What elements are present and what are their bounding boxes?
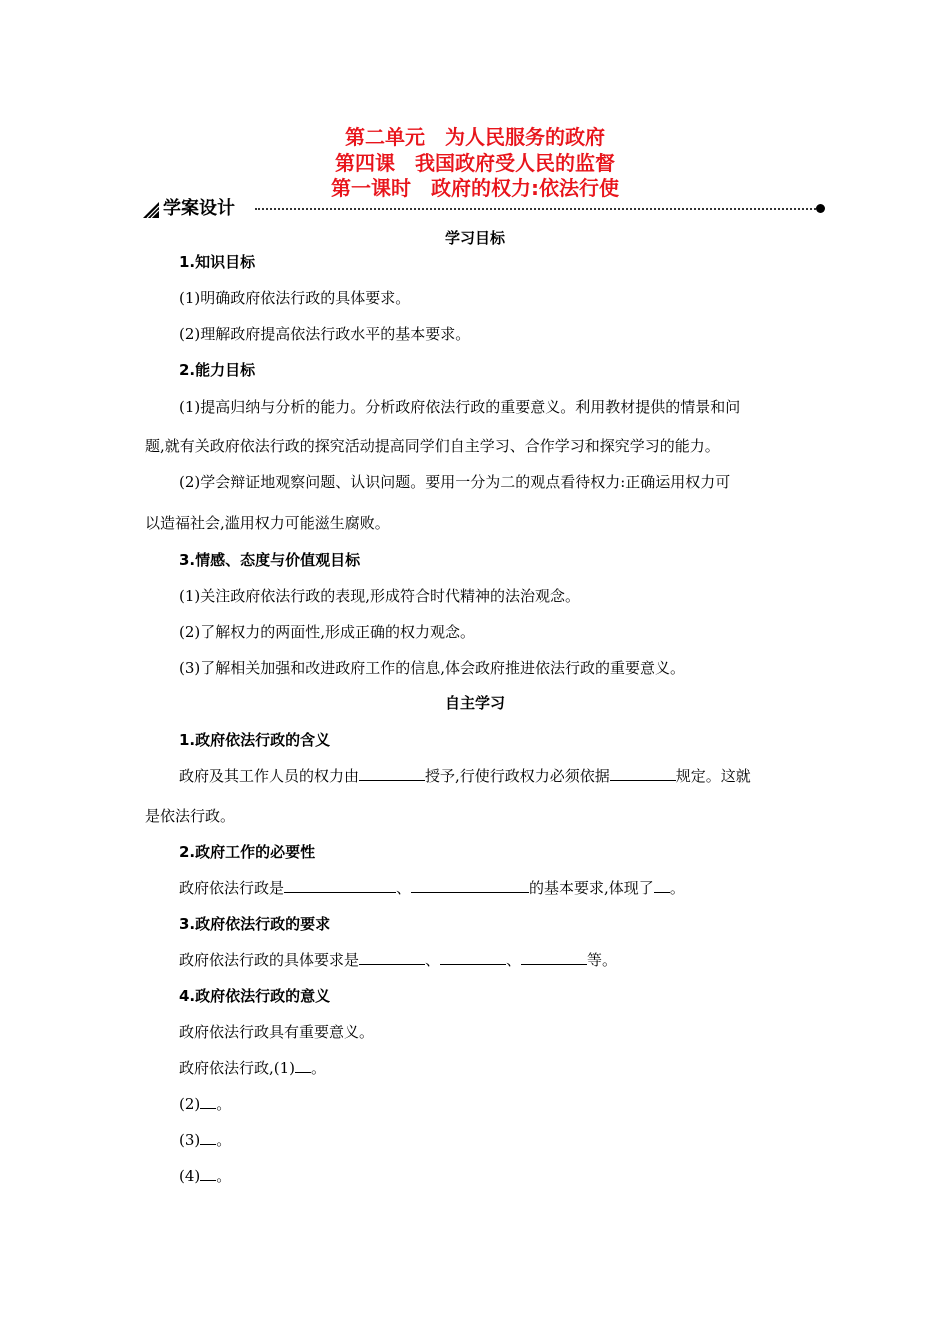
s1-text-1: 政府及其工作人员的权力由	[179, 767, 360, 785]
unit-title: 第二单元 为人民服务的政府	[345, 125, 605, 149]
s4-line-2	[179, 1094, 231, 1114]
blank-field[interactable]	[359, 950, 425, 965]
triangle-icon	[143, 202, 159, 218]
knowledge-item-1: (1)明确政府依法行政的具体要求。	[179, 289, 411, 307]
s4-text-1: 政府依法行政具有重要意义。	[179, 1023, 375, 1041]
blank-field[interactable]	[200, 1094, 216, 1109]
s4-end: 。	[216, 1131, 232, 1149]
s4-line-1	[179, 1058, 326, 1078]
s1-text-3: 规定。这就	[675, 767, 751, 785]
s3-text-4: 等。	[587, 951, 618, 969]
period-title: 第一课时 政府的权力:依法行使	[331, 176, 619, 200]
banner-rule	[255, 208, 820, 210]
banner-label: 学案设计	[163, 198, 235, 219]
s4-text-2: 政府依法行政,(1)	[179, 1059, 296, 1077]
s2-text-2: 、	[396, 879, 412, 897]
values-item-2: (2)了解权力的两面性,形成正确的权力观念。	[179, 623, 476, 641]
self-study-heading: 自主学习	[444, 694, 505, 712]
s4-line-4	[179, 1166, 231, 1186]
blank-field[interactable]	[411, 878, 529, 893]
s4-end: 。	[311, 1059, 327, 1077]
ability-item-2-line-1: (2)学会辩证地观察问题、认识问题。要用一分为二的观点看待权力:正确运用权力可	[179, 473, 731, 491]
blank-field[interactable]	[654, 878, 670, 893]
section-banner	[143, 198, 825, 220]
s4-heading: 4.政府依法行政的意义	[179, 987, 331, 1005]
s1-text-2: 授予,行使行政权力必须依据	[425, 767, 610, 785]
blank-field[interactable]	[200, 1166, 216, 1181]
s4-num-2: (2)	[179, 1095, 201, 1113]
s2-heading: 2.政府工作的必要性	[179, 843, 316, 861]
objectives-heading: 学习目标	[444, 229, 505, 247]
blank-field[interactable]	[440, 950, 506, 965]
s3-text-3: 、	[506, 951, 522, 969]
blank-field[interactable]	[359, 766, 425, 781]
ability-item-1-line-1: (1)提高归纳与分析的能力。分析政府依法行政的重要意义。利用教材提供的情景和问	[179, 398, 741, 416]
s4-num-4: (4)	[179, 1167, 201, 1185]
values-item-3: (3)了解相关加强和改进政府工作的信息,体会政府推进依法行政的重要意义。	[179, 659, 686, 677]
s1-heading: 1.政府依法行政的含义	[179, 731, 331, 749]
s1-text-4: 是依法行政。	[145, 807, 236, 825]
blank-field[interactable]	[521, 950, 587, 965]
s3-heading: 3.政府依法行政的要求	[179, 915, 331, 933]
s4-end: 。	[216, 1095, 232, 1113]
s3-text-2: 、	[425, 951, 441, 969]
blank-field[interactable]	[200, 1130, 216, 1145]
ability-heading: 2.能力目标	[179, 361, 256, 379]
blank-field[interactable]	[284, 878, 396, 893]
s3-text-1: 政府依法行政的具体要求是	[179, 951, 360, 969]
lesson-title: 第四课 我国政府受人民的监督	[335, 151, 615, 175]
ability-item-1-line-2: 题,就有关政府依法行政的探究活动提高同学们自主学习、合作学习和探究学习的能力。	[145, 437, 720, 455]
s4-num-3: (3)	[179, 1131, 201, 1149]
s2-text-3: 的基本要求,体现了	[529, 879, 654, 897]
banner-dot	[816, 204, 825, 213]
blank-field[interactable]	[295, 1058, 311, 1073]
s2-text-4: 。	[669, 879, 685, 897]
knowledge-heading: 1.知识目标	[179, 253, 256, 271]
s4-line-3	[179, 1130, 231, 1150]
knowledge-item-2: (2)理解政府提高依法行政水平的基本要求。	[179, 325, 471, 343]
blank-field[interactable]	[610, 766, 676, 781]
values-heading: 3.情感、态度与价值观目标	[179, 551, 361, 569]
s1-line	[179, 766, 751, 786]
s3-line	[179, 950, 617, 970]
ability-item-2-line-2: 以造福社会,滥用权力可能滋生腐败。	[145, 514, 390, 532]
s2-text-1: 政府依法行政是	[179, 879, 285, 897]
s2-line	[179, 878, 685, 898]
values-item-1: (1)关注政府依法行政的表现,形成符合时代精神的法治观念。	[179, 587, 581, 605]
s4-end: 。	[216, 1167, 232, 1185]
